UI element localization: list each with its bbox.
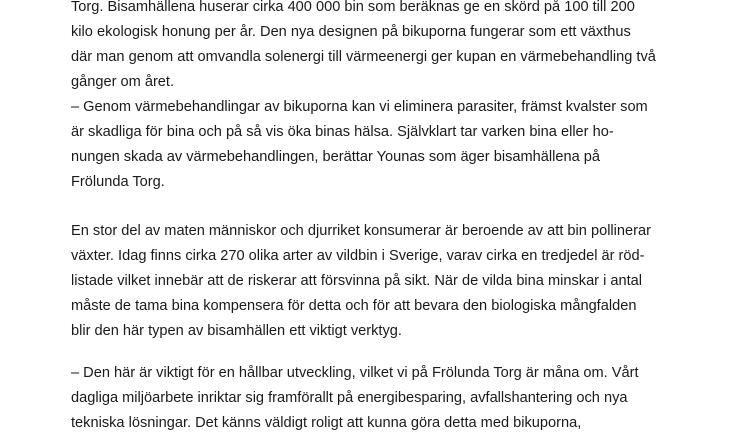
text-line: växter. Idag finns cirka 270 olika arter av vildbin i Sverige, varav cirka en tredjedel är röd- [71,248,645,264]
text-line: måste de tama bina kompensera för detta och för att bevara den biologiska mångfalden [71,298,637,314]
text-line: Frölunda Torg. [71,174,165,190]
text-line: listade vilket innebär att de riskerar att försvinna på sikt. När de vilda bina minskar i antal [71,273,643,289]
text-line: En stor del av maten människor och djurriket konsumerar är beroende av att bin pollinerar [71,223,651,239]
text-line: gånger om året. [71,74,175,90]
text-line: – Den här är viktigt för en hållbar utveckling, vilket vi på Frölunda Torg är måna om. Vårt [71,365,639,381]
text-line: – Genom värmebehandlingar av bikuporna kan vi eliminera parasiter, främst kvalster som [71,99,648,115]
text-line: Torg. Bisamhällena huserar cirka 400 000 bin som beräknas ge en skörd på 100 till 200 [71,0,635,15]
text-line: blir den här typen av bisamhällen ett viktigt verktyg. [71,323,402,339]
text-line: är skadliga för bina och på så vis öka binas hälsa. Självklart tar varken bina eller ho- [71,124,614,140]
text-line: tekniska lösningar. Det känns väldigt roligt att kunna göra detta med bikuporna, [71,415,582,431]
text-line: kilo ekologisk honung per år. Den nya designen på bikuporna fungerar som ett växthus [71,24,631,40]
text-line: där man genom att omvandla solenergi till värmeenergi ger kupan en värmebehandling två [71,49,656,65]
text-line: dagliga miljöarbete inriktar sig framförallt på energibesparing, avfallshantering och nya [71,390,628,406]
text-line: nungen skada av värmebehandlingen, berättar Younas som äger bisamhällena på [71,149,600,165]
